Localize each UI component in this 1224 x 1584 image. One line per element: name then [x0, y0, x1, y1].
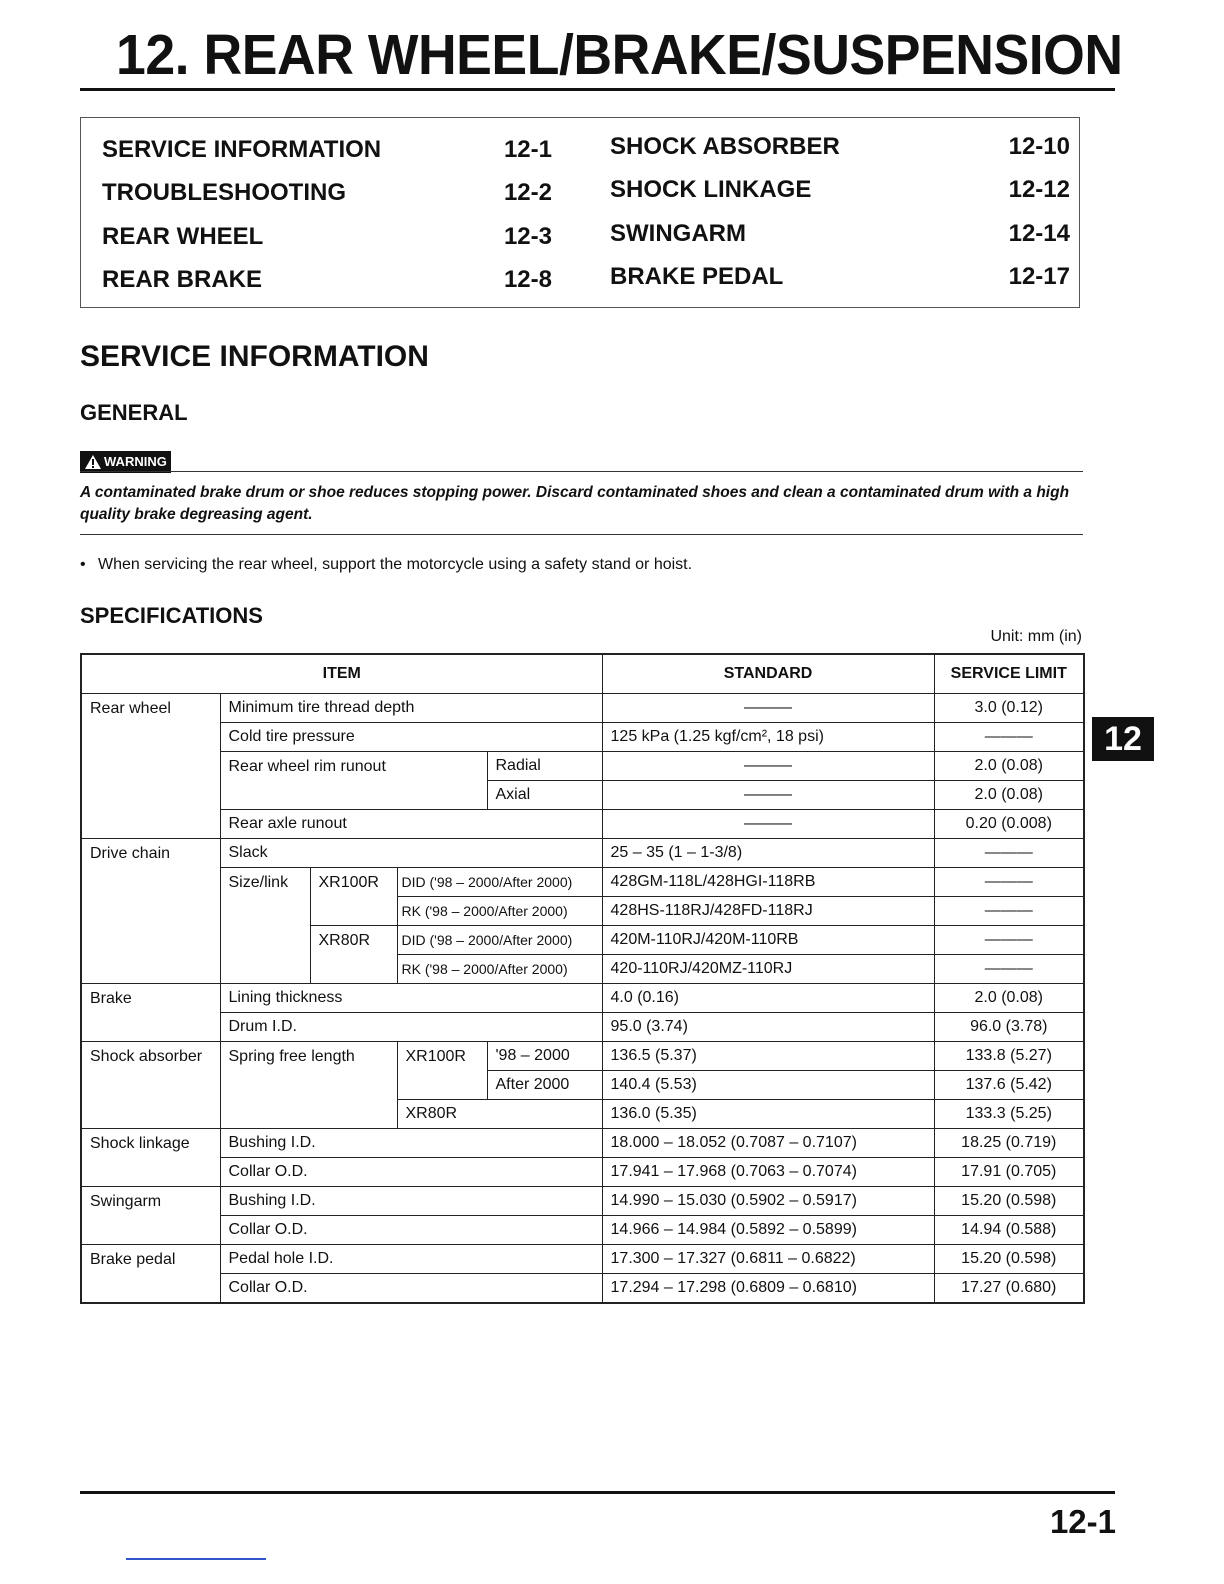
standard-cell: ——— [602, 781, 934, 810]
table-header-row [81, 654, 1084, 694]
table-row [81, 1042, 1084, 1071]
specifications-table [80, 653, 1085, 1304]
table-row [81, 868, 1084, 897]
sub-item-cell: Radial [487, 752, 602, 781]
page-number: 12-1 [1049, 1503, 1116, 1540]
category-cell: Drive chain [81, 839, 220, 984]
table-row [81, 752, 1084, 781]
category-cell: Swingarm [81, 1187, 220, 1245]
table-row [81, 1187, 1084, 1216]
limit-cell: 137.6 (5.42) [934, 1071, 1084, 1100]
header-service-limit: SERVICE LIMIT [934, 654, 1084, 694]
standard-cell: 136.5 (5.37) [602, 1042, 934, 1071]
limit-cell: 2.0 (0.08) [934, 752, 1084, 781]
section-heading: SERVICE INFORMATION [80, 340, 429, 373]
limit-cell: ——— [934, 723, 1084, 752]
standard-cell: 428GM-118L/428HGI-118RB [602, 868, 934, 897]
decorative-underline [126, 1558, 266, 1560]
limit-cell: 133.8 (5.27) [934, 1042, 1084, 1071]
toc-item-label: SWINGARM [610, 220, 746, 247]
toc-item-page: 12-1 [503, 136, 552, 163]
sub-item-cell: DID ('98 – 2000/After 2000) [397, 926, 602, 955]
category-cell: Rear wheel [81, 694, 220, 839]
sub-item-cell: DID ('98 – 2000/After 2000) [397, 868, 602, 897]
standard-cell: 14.990 – 15.030 (0.5902 – 0.5917) [602, 1187, 934, 1216]
limit-cell: 17.27 (0.680) [934, 1274, 1084, 1304]
toc-item-page: 12-3 [503, 223, 552, 250]
warning-bottom-rule [80, 534, 1083, 535]
limit-cell: 2.0 (0.08) [934, 984, 1084, 1013]
limit-cell: 17.91 (0.705) [934, 1158, 1084, 1187]
toc-item-page: 12-8 [503, 266, 552, 293]
item-cell: Slack [220, 839, 602, 868]
category-cell: Shock linkage [81, 1129, 220, 1187]
sub-item-cell: RK ('98 – 2000/After 2000) [397, 897, 602, 926]
item-cell: Bushing I.D. [220, 1187, 602, 1216]
toc-item-page: 12-12 [1008, 176, 1070, 203]
limit-cell: 96.0 (3.78) [934, 1013, 1084, 1042]
toc-item-label: REAR BRAKE [102, 266, 263, 293]
table-row [81, 1013, 1084, 1042]
limit-cell: ——— [934, 955, 1084, 984]
limit-cell: 14.94 (0.588) [934, 1216, 1084, 1245]
item-cell: Spring free length [220, 1042, 397, 1129]
item-cell: Collar O.D. [220, 1274, 602, 1304]
specifications-heading: SPECIFICATIONS [80, 603, 263, 628]
limit-cell: ——— [934, 839, 1084, 868]
standard-cell: 17.294 – 17.298 (0.6809 – 0.6810) [602, 1274, 934, 1304]
item-cell: Collar O.D. [220, 1216, 602, 1245]
sub-item-cell: RK ('98 – 2000/After 2000) [397, 955, 602, 984]
limit-cell: 3.0 (0.12) [934, 694, 1084, 723]
chapter-tab[interactable]: 12 [1092, 717, 1154, 761]
limit-cell: 2.0 (0.08) [934, 781, 1084, 810]
table-row [81, 1245, 1084, 1274]
table-row [81, 1216, 1084, 1245]
toc-item-label: TROUBLESHOOTING [102, 179, 346, 206]
limit-cell: 18.25 (0.719) [934, 1129, 1084, 1158]
toc-item-label: REAR WHEEL [102, 223, 264, 250]
item-cell: Bushing I.D. [220, 1129, 602, 1158]
item-cell: Rear wheel rim runout [220, 752, 487, 810]
table-row [81, 839, 1084, 868]
table-row [81, 1158, 1084, 1187]
category-cell: Shock absorber [81, 1042, 220, 1129]
standard-cell: 17.941 – 17.968 (0.7063 – 0.7074) [602, 1158, 934, 1187]
limit-cell: 0.20 (0.008) [934, 810, 1084, 839]
toc-item-page: 12-2 [503, 179, 552, 206]
footer-rule [80, 1491, 1115, 1494]
standard-cell: 4.0 (0.16) [602, 984, 934, 1013]
warning-triangle-icon [84, 454, 102, 470]
toc-item-label: BRAKE PEDAL [610, 263, 784, 290]
standard-cell: 125 kPa (1.25 kgf/cm², 18 psi) [602, 723, 934, 752]
limit-cell: 15.20 (0.598) [934, 1245, 1084, 1274]
item-cell: Minimum tire thread depth [220, 694, 602, 723]
model-cell: XR100R [397, 1042, 487, 1100]
table-row [81, 1274, 1084, 1304]
service-note [80, 556, 692, 574]
category-cell: Brake pedal [81, 1245, 220, 1304]
table-row [81, 694, 1084, 723]
standard-cell: 140.4 (5.53) [602, 1071, 934, 1100]
standard-cell: 14.966 – 14.984 (0.5892 – 0.5899) [602, 1216, 934, 1245]
table-row [81, 984, 1084, 1013]
table-row [81, 810, 1084, 839]
model-cell: XR80R [397, 1100, 602, 1129]
category-cell: Brake [81, 984, 220, 1042]
toc-item-label: SHOCK ABSORBER [610, 133, 840, 160]
toc-item-page: 12-10 [1008, 133, 1070, 160]
sub-item-cell: After 2000 [487, 1071, 602, 1100]
item-cell: Drum I.D. [220, 1013, 602, 1042]
standard-cell: 420M-110RJ/420M-110RB [602, 926, 934, 955]
limit-cell: ——— [934, 897, 1084, 926]
limit-cell: ——— [934, 868, 1084, 897]
warning-label: WARNING [104, 454, 167, 469]
table-row [81, 723, 1084, 752]
standard-cell: 18.000 – 18.052 (0.7087 – 0.7107) [602, 1129, 934, 1158]
standard-cell: 17.300 – 17.327 (0.6811 – 0.6822) [602, 1245, 934, 1274]
standard-cell: 95.0 (3.74) [602, 1013, 934, 1042]
limit-cell: ——— [934, 926, 1084, 955]
toc-item-page: 12-14 [1008, 220, 1070, 247]
item-cell: Rear axle runout [220, 810, 602, 839]
item-cell: Cold tire pressure [220, 723, 602, 752]
standard-cell: ——— [602, 810, 934, 839]
limit-cell: 15.20 (0.598) [934, 1187, 1084, 1216]
sub-item-cell: Axial [487, 781, 602, 810]
toc-item-label: SHOCK LINKAGE [610, 176, 812, 203]
limit-cell: 133.3 (5.25) [934, 1100, 1084, 1129]
standard-cell: 428HS-118RJ/428FD-118RJ [602, 897, 934, 926]
toc-item-label: SERVICE INFORMATION [102, 136, 382, 163]
title-rule [80, 88, 1115, 91]
standard-cell: 420-110RJ/420MZ-110RJ [602, 955, 934, 984]
item-cell: Collar O.D. [220, 1158, 602, 1187]
table-of-contents [80, 117, 1080, 308]
general-heading: GENERAL [80, 400, 188, 425]
item-cell: Size/link [220, 868, 310, 984]
warning-text: A contaminated brake drum or shoe reduces stopping power. Discard contaminated shoes and clean a contaminated drum with a high quality brake degreasing agent. [80, 484, 1070, 523]
bullet-icon: • [80, 556, 86, 573]
header-item: ITEM [81, 654, 602, 694]
toc-item-page: 12-17 [1008, 263, 1070, 290]
model-cell: XR100R [310, 868, 397, 926]
model-cell: XR80R [310, 926, 397, 984]
item-cell: Lining thickness [220, 984, 602, 1013]
standard-cell: 25 – 35 (1 – 1-3/8) [602, 839, 934, 868]
standard-cell: ——— [602, 694, 934, 723]
standard-cell: 136.0 (5.35) [602, 1100, 934, 1129]
warning-badge [80, 451, 171, 473]
sub-item-cell: '98 – 2000 [487, 1042, 602, 1071]
note-text: When servicing the rear wheel, support the motorcycle using a safety stand or hoist. [98, 556, 693, 573]
table-row [81, 1129, 1084, 1158]
chapter-title: 12. REAR WHEEL/BRAKE/SUSPENSION [116, 23, 1123, 87]
standard-cell: ——— [602, 752, 934, 781]
warning-top-rule [80, 471, 1083, 472]
unit-label: Unit: mm (in) [990, 628, 1082, 645]
item-cell: Pedal hole I.D. [220, 1245, 602, 1274]
header-standard: STANDARD [602, 654, 934, 694]
